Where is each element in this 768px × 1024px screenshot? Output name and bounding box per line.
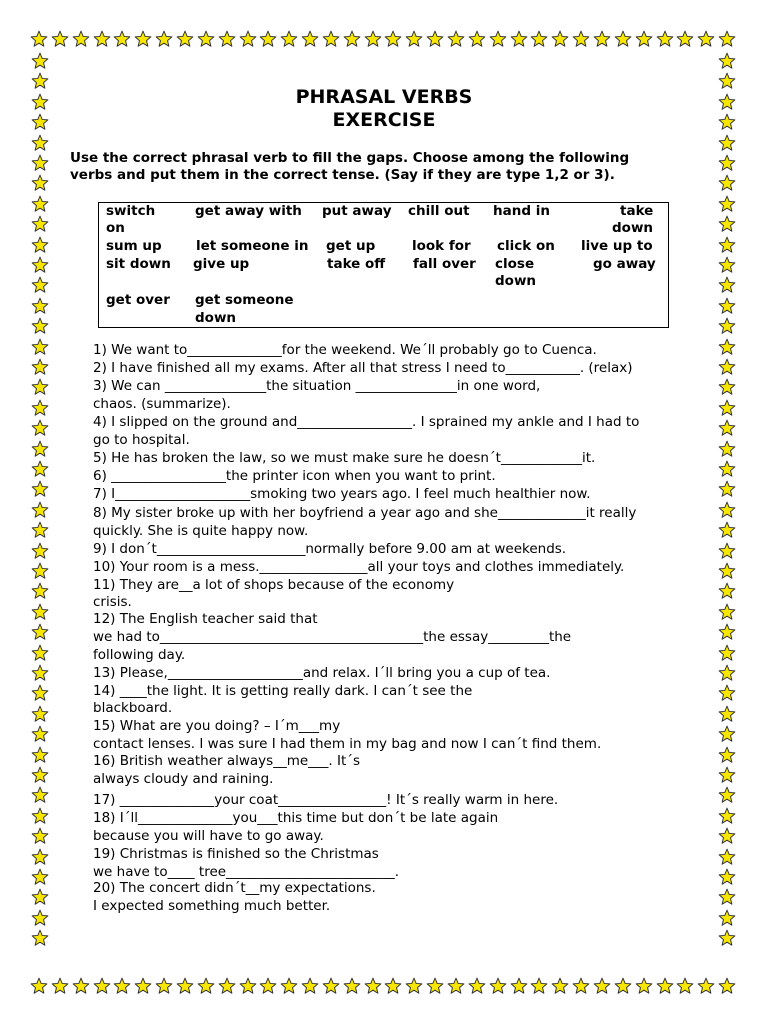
star-icon: [718, 501, 736, 519]
star-icon: [31, 644, 49, 662]
star-icon: [551, 30, 569, 48]
star-icon: [718, 358, 736, 376]
instructions-line-1: Use the correct phrasal verb to fill the gaps. Choose among the following: [70, 150, 630, 166]
star-border-top: [30, 30, 740, 52]
instructions: [70, 150, 680, 184]
star-icon: [426, 977, 444, 995]
exercise-line: quickly. She is quite happy now.: [93, 523, 309, 539]
title-line-1: PHRASAL VERBS: [295, 86, 473, 108]
star-icon: [551, 977, 569, 995]
star-icon: [718, 582, 736, 600]
verb-item: get up: [326, 238, 376, 254]
star-icon: [134, 977, 152, 995]
star-icon: [718, 419, 736, 437]
verb-item: take: [620, 203, 654, 219]
star-icon: [31, 378, 49, 396]
star-icon: [239, 977, 257, 995]
star-icon: [718, 134, 736, 152]
star-icon: [155, 977, 173, 995]
verb-item: on: [106, 220, 125, 236]
star-border-right: [718, 52, 740, 972]
star-icon: [614, 977, 632, 995]
star-icon: [31, 419, 49, 437]
verb-item: get over: [106, 292, 170, 308]
star-icon: [218, 977, 236, 995]
star-icon: [72, 30, 90, 48]
exercise-line: always cloudy and raining.: [93, 771, 274, 787]
star-icon: [31, 236, 49, 254]
exercise-line: go to hospital.: [93, 432, 190, 448]
star-icon: [259, 977, 277, 995]
star-icon: [676, 30, 694, 48]
star-icon: [718, 725, 736, 743]
star-icon: [343, 30, 361, 48]
exercise-line: 16) British weather always__me___. It´s: [93, 753, 361, 769]
star-icon: [31, 603, 49, 621]
star-icon: [489, 30, 507, 48]
exercise-line: 10) Your room is a mess.________________all your toys and clothes immediately.: [93, 559, 625, 575]
star-icon: [31, 684, 49, 702]
star-icon: [718, 174, 736, 192]
star-icon: [343, 977, 361, 995]
verb-item: get away with: [195, 203, 302, 219]
star-icon: [93, 30, 111, 48]
star-icon: [31, 725, 49, 743]
star-icon: [280, 977, 298, 995]
star-icon: [31, 827, 49, 845]
star-icon: [301, 30, 319, 48]
star-icon: [697, 30, 715, 48]
star-icon: [718, 480, 736, 498]
verb-item: put away: [322, 203, 392, 219]
star-icon: [426, 30, 444, 48]
star-icon: [31, 868, 49, 886]
star-icon: [718, 786, 736, 804]
star-icon: [697, 977, 715, 995]
star-icon: [468, 977, 486, 995]
verb-item: go away: [593, 256, 656, 272]
star-icon: [718, 30, 736, 48]
star-icon: [31, 276, 49, 294]
star-icon: [718, 929, 736, 947]
star-icon: [718, 746, 736, 764]
star-icon: [31, 521, 49, 539]
star-icon: [322, 30, 340, 48]
star-icon: [31, 154, 49, 172]
verb-item: fall over: [413, 256, 476, 272]
star-icon: [176, 977, 194, 995]
star-icon: [405, 30, 423, 48]
star-border-left: [31, 52, 53, 972]
star-icon: [405, 977, 423, 995]
star-icon: [718, 977, 736, 995]
star-icon: [218, 30, 236, 48]
exercise-line: 18) I´ll______________you___this time but don´t be late again: [93, 810, 499, 826]
star-icon: [718, 827, 736, 845]
star-icon: [718, 684, 736, 702]
star-icon: [197, 30, 215, 48]
exercise-line: blackboard.: [93, 700, 173, 716]
star-icon: [718, 440, 736, 458]
star-icon: [656, 30, 674, 48]
verb-item: click on: [497, 238, 555, 254]
exercise-line: 9) I don´t______________________normally before 9.00 am at weekends.: [93, 541, 567, 557]
exercise-line: 19) Christmas is finished so the Christmas: [93, 846, 379, 862]
verb-item: look for: [412, 238, 471, 254]
star-icon: [384, 30, 402, 48]
verb-item: down: [612, 220, 654, 236]
exercise-line: following day.: [93, 647, 186, 663]
star-icon: [718, 888, 736, 906]
exercise-line: 5) He has broken the law, so we must make sure he doesn´t____________it.: [93, 450, 596, 466]
star-icon: [31, 134, 49, 152]
verb-item: take off: [327, 256, 386, 272]
verb-item: switch: [106, 203, 156, 219]
star-icon: [31, 848, 49, 866]
star-icon: [31, 623, 49, 641]
star-icon: [572, 977, 590, 995]
star-icon: [468, 30, 486, 48]
star-icon: [718, 236, 736, 254]
star-icon: [635, 977, 653, 995]
star-icon: [718, 521, 736, 539]
star-icon: [364, 977, 382, 995]
verb-item: get someone: [195, 292, 294, 308]
star-icon: [718, 338, 736, 356]
star-icon: [718, 276, 736, 294]
star-icon: [31, 807, 49, 825]
instructions-line-2: verbs and put them in the correct tense. (Say if they are type 1,2 or 3).: [70, 167, 615, 183]
exercise-line: 6) _________________the printer icon when you want to print.: [93, 468, 496, 484]
star-icon: [31, 358, 49, 376]
exercise-line: crisis.: [93, 594, 132, 610]
star-icon: [31, 338, 49, 356]
star-icon: [718, 766, 736, 784]
star-icon: [31, 909, 49, 927]
star-icon: [718, 542, 736, 560]
star-icon: [30, 30, 48, 48]
star-icon: [718, 297, 736, 315]
star-icon: [31, 480, 49, 498]
star-icon: [718, 562, 736, 580]
star-icon: [718, 623, 736, 641]
verb-item: down: [195, 310, 237, 326]
exercise-line: chaos. (summarize).: [93, 396, 231, 412]
star-icon: [113, 977, 131, 995]
star-icon: [510, 977, 528, 995]
star-icon: [30, 977, 48, 995]
star-icon: [718, 603, 736, 621]
star-icon: [31, 317, 49, 335]
star-icon: [364, 30, 382, 48]
star-icon: [718, 644, 736, 662]
exercise-line: 7) I____________________smoking two years ago. I feel much healthier now.: [93, 486, 591, 502]
verb-box: [98, 202, 669, 328]
star-icon: [489, 977, 507, 995]
exercise-line: 17) ______________your coat________________! It´s really warm in here.: [93, 792, 559, 808]
star-icon: [656, 977, 674, 995]
star-icon: [51, 977, 69, 995]
star-icon: [259, 30, 277, 48]
verb-item: give up: [193, 256, 250, 272]
star-icon: [676, 977, 694, 995]
star-icon: [718, 378, 736, 396]
star-icon: [718, 909, 736, 927]
title-line-2: EXERCISE: [332, 109, 436, 131]
verb-item: close: [495, 256, 535, 272]
star-icon: [718, 154, 736, 172]
star-icon: [718, 848, 736, 866]
star-icon: [530, 977, 548, 995]
star-icon: [31, 501, 49, 519]
exercise-line: 14) ____the light. It is getting really dark. I can´t see the: [93, 683, 473, 699]
star-icon: [31, 542, 49, 560]
verb-item: sum up: [106, 238, 162, 254]
star-icon: [718, 664, 736, 682]
verb-item: let someone in: [196, 238, 309, 254]
star-icon: [31, 562, 49, 580]
star-icon: [718, 868, 736, 886]
exercise-line: 15) What are you doing? – I´m___my: [93, 718, 341, 734]
star-icon: [718, 399, 736, 417]
star-icon: [280, 30, 298, 48]
star-icon: [31, 297, 49, 315]
star-icon: [718, 705, 736, 723]
star-border-bottom: [30, 977, 740, 999]
star-icon: [31, 888, 49, 906]
verb-item: hand in: [493, 203, 550, 219]
star-icon: [31, 440, 49, 458]
star-icon: [593, 30, 611, 48]
exercise-line: contact lenses. I was sure I had them in my bag and now I can´t find them.: [93, 736, 602, 752]
verb-item: live up to: [581, 238, 653, 254]
exercise-line: because you will have to go away.: [93, 828, 324, 844]
star-icon: [113, 30, 131, 48]
exercise-line: 1) We want to______________for the weekend. We´ll probably go to Cuenca.: [93, 342, 597, 358]
star-icon: [718, 460, 736, 478]
exercise-line: I expected something much better.: [93, 898, 331, 914]
star-icon: [718, 807, 736, 825]
star-icon: [31, 215, 49, 233]
star-icon: [31, 174, 49, 192]
star-icon: [51, 30, 69, 48]
star-icon: [93, 977, 111, 995]
exercise-line: 8) My sister broke up with her boyfriend a year ago and she_____________it really: [93, 505, 637, 521]
star-icon: [447, 977, 465, 995]
star-icon: [301, 977, 319, 995]
star-icon: [718, 215, 736, 233]
star-icon: [155, 30, 173, 48]
star-icon: [31, 929, 49, 947]
exercise-line: 20) The concert didn´t__my expectations.: [93, 880, 376, 896]
star-icon: [447, 30, 465, 48]
page-title: [0, 86, 768, 132]
star-icon: [31, 582, 49, 600]
star-icon: [510, 30, 528, 48]
star-icon: [593, 977, 611, 995]
star-icon: [197, 977, 215, 995]
verb-item: sit down: [106, 256, 171, 272]
star-icon: [239, 30, 257, 48]
verb-item: down: [495, 273, 537, 289]
star-icon: [31, 705, 49, 723]
exercise-line: 2) I have finished all my exams. After all that stress I need to___________. (relax): [93, 360, 633, 376]
exercise-line: we have to____ tree_________________________.: [93, 864, 400, 880]
star-icon: [31, 664, 49, 682]
star-icon: [718, 256, 736, 274]
exercise-line: 12) The English teacher said that: [93, 611, 318, 627]
star-icon: [31, 52, 49, 70]
star-icon: [530, 30, 548, 48]
exercise-line: we had to_______________________________________the essay_________the: [93, 629, 572, 645]
star-icon: [718, 52, 736, 70]
star-icon: [31, 256, 49, 274]
star-icon: [635, 30, 653, 48]
star-icon: [31, 195, 49, 213]
star-icon: [31, 766, 49, 784]
star-icon: [134, 30, 152, 48]
star-icon: [322, 977, 340, 995]
star-icon: [384, 977, 402, 995]
exercise-line: 4) I slipped on the ground and_________________. I sprained my ankle and I had to: [93, 414, 640, 430]
verb-item: chill out: [408, 203, 470, 219]
star-icon: [718, 195, 736, 213]
star-icon: [31, 786, 49, 804]
star-icon: [72, 977, 90, 995]
exercise-line: 13) Please,____________________and relax. I´ll bring you a cup of tea.: [93, 665, 551, 681]
exercise-line: 11) They are__a lot of shops because of the economy: [93, 577, 455, 593]
star-icon: [614, 30, 632, 48]
star-icon: [31, 460, 49, 478]
star-icon: [31, 399, 49, 417]
exercise-line: 3) We can _______________the situation _______________in one word,: [93, 378, 541, 394]
star-icon: [31, 746, 49, 764]
star-icon: [176, 30, 194, 48]
star-icon: [572, 30, 590, 48]
star-icon: [718, 317, 736, 335]
